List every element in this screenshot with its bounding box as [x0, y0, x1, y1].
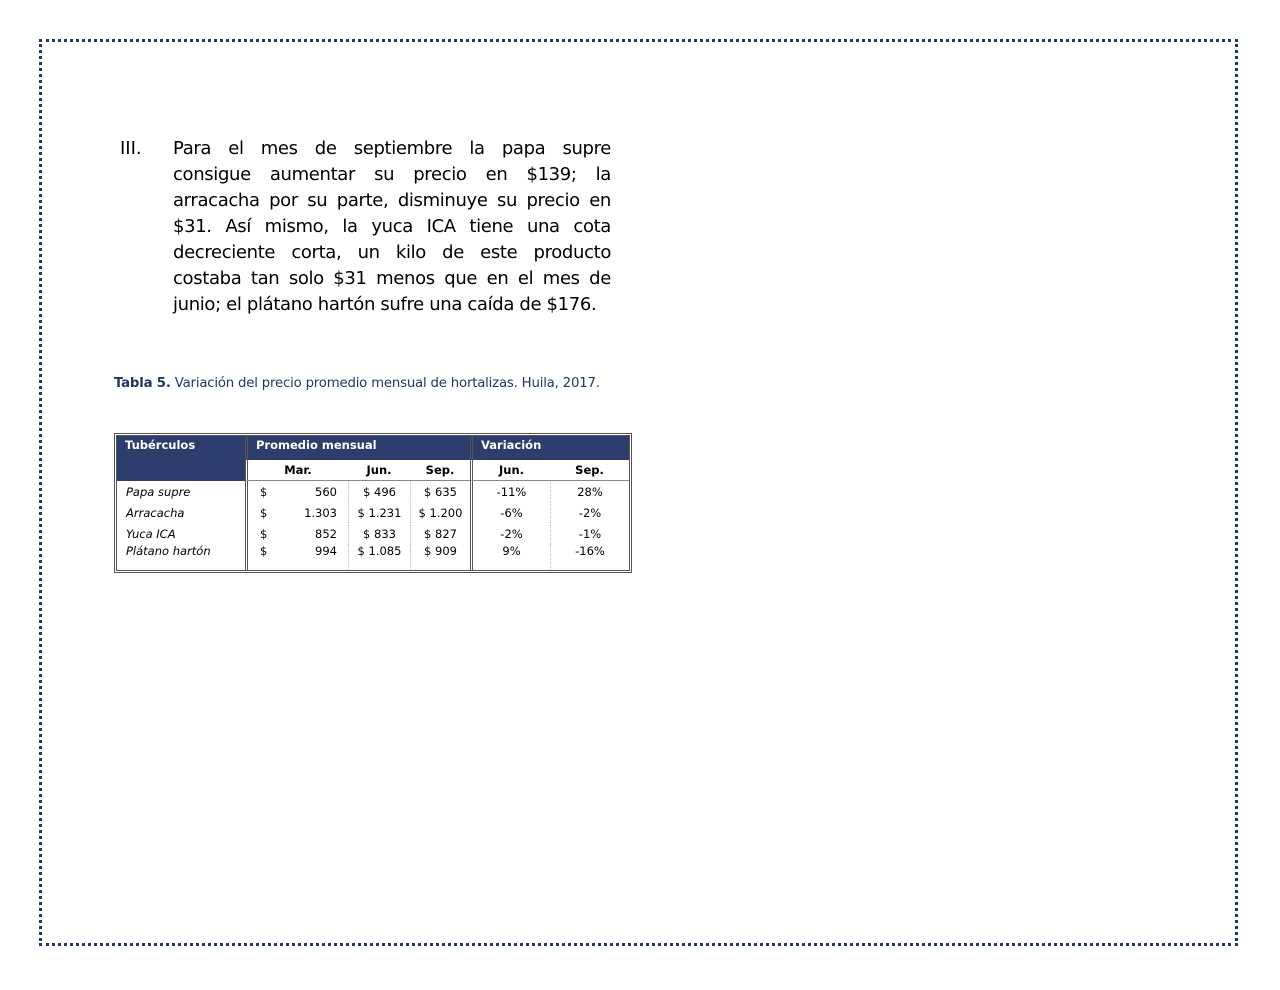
subheader-mar: Mar. [245, 460, 348, 481]
variation-jun: -6% [470, 502, 550, 523]
value-jun: $ 833 [348, 523, 410, 544]
caption-label: Tabla 5. [114, 376, 171, 391]
currency-symbol: $ [245, 523, 278, 544]
value-sep: $ 635 [410, 481, 470, 502]
variation-jun: -11% [470, 481, 550, 502]
value-mar: 1.303 [304, 505, 337, 520]
value-sep: $ 827 [410, 523, 470, 544]
variation-jun: -2% [470, 523, 550, 544]
table-row [117, 481, 629, 502]
variation-sep: 28% [550, 481, 629, 502]
value-sep: $ 909 [410, 544, 470, 570]
currency-symbol: $ [245, 481, 278, 502]
variation-sep: -16% [550, 544, 629, 570]
body-paragraph: Para el mes de septiembre la papa supre consigue aumentar su precio en $139; la arracacha por su parte, disminuye su precio en $31. Así mismo, la yuca ICA tiene una cota decreciente corta, un kilo de este producto costaba tan solo $31 menos que en el mes de junio; el plátano hartón sufre una caída de $176. [173, 138, 611, 315]
subheader-jun: Jun. [348, 460, 410, 481]
table-row [117, 544, 629, 570]
table-caption [114, 376, 600, 391]
value-mar: 560 [315, 484, 337, 499]
row-name: Papa supre [126, 484, 191, 499]
header-tuberculos: Tubérculos [117, 436, 245, 481]
row-name: Plátano hartón [126, 544, 211, 558]
subheader-var-jun: Jun. [470, 460, 550, 481]
variation-sep: -2% [550, 502, 629, 523]
variation-sep: -1% [550, 523, 629, 544]
header-promedio-mensual: Promedio mensual [245, 436, 470, 460]
row-name: Yuca ICA [126, 526, 176, 541]
variation-jun: 9% [470, 544, 550, 570]
value-sep: $ 1.200 [410, 502, 470, 523]
table-header-row [117, 436, 629, 460]
value-mar: 852 [315, 526, 337, 541]
row-name: Arracacha [126, 505, 185, 520]
currency-symbol: $ [245, 502, 278, 523]
caption-text: Variación del precio promedio mensual de hortalizas. Huila, 2017. [170, 376, 600, 391]
value-mar: 994 [315, 544, 337, 558]
header-variacion: Variación [470, 436, 629, 460]
table-row [117, 523, 629, 544]
subheader-sep: Sep. [410, 460, 470, 481]
list-numeral: III. [120, 138, 142, 159]
table-row [117, 502, 629, 523]
value-jun: $ 1.231 [348, 502, 410, 523]
currency-symbol: $ [245, 544, 278, 570]
subheader-var-sep: Sep. [550, 460, 629, 481]
price-variation-table [114, 433, 632, 573]
value-jun: $ 1.085 [348, 544, 410, 570]
value-jun: $ 496 [348, 481, 410, 502]
